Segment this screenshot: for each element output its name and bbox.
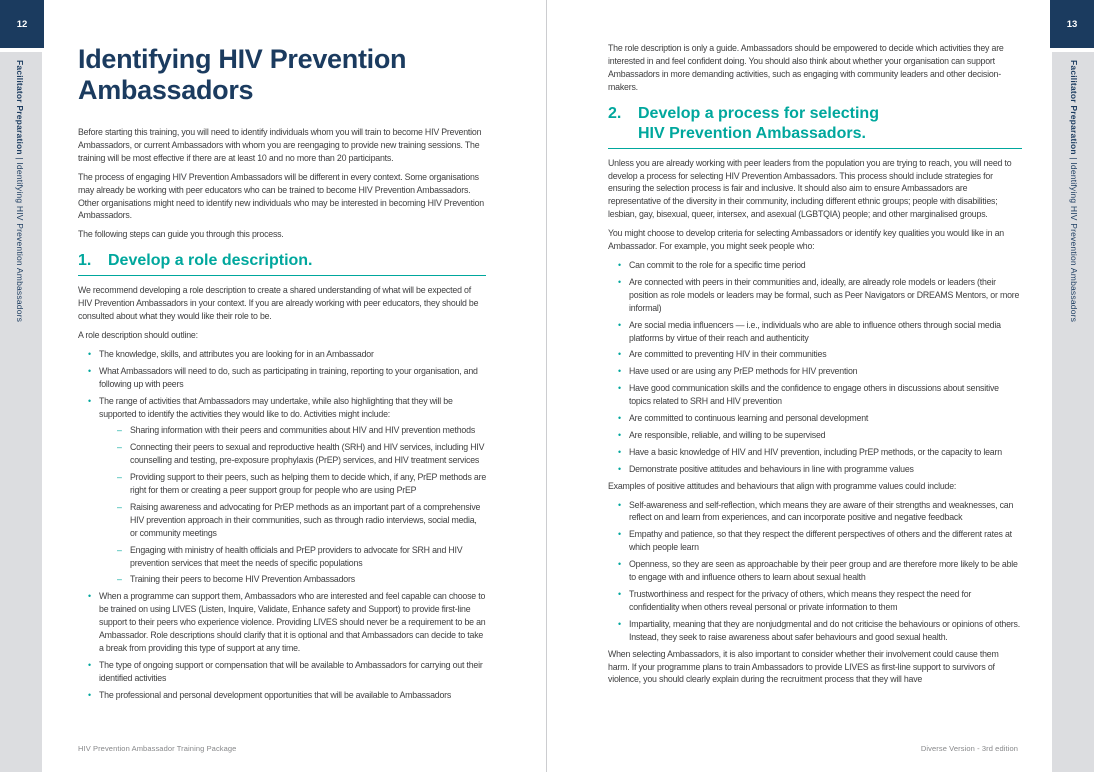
sub-list-item: – Connecting their peers to sexual and reproductive health (SRH) and HIV services, including HIV counselling and testing, pre-exposure prophylaxis (PrEP) services, and HIV treatment services xyxy=(78,441,486,467)
list-item: • When a programme can support them, Ambassadors who are interested and feel capable can choose to be trained on using LIVES (Listen, Inquire, Validate, Enhance safety and Support) to provide first-line support to their peers who experience violence. Providing LIVES should never be a requirement to be an Ambassador. Role descriptions should clarify that it is optional and that Ambassadors can decide to take a break from providing this type of support at any time. xyxy=(78,590,486,655)
footer-left: HIV Prevention Ambassador Training Package xyxy=(78,744,237,753)
section-title: Develop a role description. xyxy=(108,252,313,270)
intro-paragraph: The process of engaging HIV Prevention Ambassadors will be different in every context. Some organisations may already be working with peer educators who can be trained to become HIV Prevention Ambassadors. Other organisations might need to identify new individuals who may be interested in becoming HIV Prevention Ambassadors. xyxy=(78,171,484,221)
list-item: • Have good communication skills and the confidence to engage others in discussions about sensitive topics related to SRH and HIV prevention xyxy=(608,382,1022,408)
list-lead: Examples of positive attitudes and behaviours that align with programme values could include: xyxy=(608,480,957,491)
list-item: • Are committed to preventing HIV in their communities xyxy=(608,348,1022,361)
page-seam-divider xyxy=(546,0,547,772)
list-item: • The professional and personal development opportunities that will be available to Ambassadors xyxy=(78,689,486,702)
page-12-content xyxy=(78,44,486,706)
sidebar-right-label xyxy=(1069,60,1079,322)
sidebar-section-name: Facilitator Preparation xyxy=(15,60,25,158)
list-item: • Demonstrate positive attitudes and behaviours in line with programme values xyxy=(608,463,1022,476)
sidebar-left-label xyxy=(15,60,25,322)
list-item: • Self-awareness and self-reflection, which means they are aware of their strengths and weaknesses, can reflect on and learn from experiences, and can incorporate positive and negative feedback xyxy=(608,499,1022,525)
list-item: • Are social media influencers — i.e., individuals who are able to influence others through social media platforms by virtue of their reach and authenticity xyxy=(608,319,1022,345)
list-lead: A role description should outline: xyxy=(78,329,198,340)
section-title xyxy=(638,104,879,144)
list-item: • Openness, so they are seen as approachable by their peer group and are therefore more likely to be able to engage with and influence others to learn about sexual health xyxy=(608,558,1022,584)
list-item: • Empathy and patience, so that they respect the different perspectives of others and the different rates at which people learn xyxy=(608,528,1022,554)
section-title-line: HIV Prevention Ambassadors. xyxy=(638,124,866,142)
list-item: • Are responsible, reliable, and willing to be supervised xyxy=(608,429,1022,442)
list-lead: You might choose to develop criteria for selecting Ambassadors or identify key qualities you would like in an Ambassador. For example, you might seek people who: xyxy=(608,228,1004,252)
sidebar-section-name: Facilitator Preparation xyxy=(1069,60,1079,158)
sub-list-item: – Training their peers to become HIV Prevention Ambassadors xyxy=(78,573,486,586)
list-item: • Trustworthiness and respect for the privacy of others, which means they respect the need for confidentiality when others reveal personal or private information to them xyxy=(608,588,1022,614)
list-item: • The range of activities that Ambassadors may undertake, while also highlighting that they will be supported to identify the activities they would like to do. Activities might include: xyxy=(78,395,486,421)
sub-list-item: – Providing support to their peers, such as helping them to decide which, if any, PrEP methods are right for them or creating a peer support group for people who are using PrEP xyxy=(78,471,486,497)
page-number-left: 12 xyxy=(0,0,44,48)
list-item: • Are connected with peers in their communities and, ideally, are already role models or leaders (their position as role models or leaders may be formal, such as Peer Navigators or DREAMS Mentors, or more informal) xyxy=(608,276,1022,315)
heading-underline xyxy=(78,275,486,276)
page-number-right: 13 xyxy=(1050,0,1094,48)
closing-paragraph: When selecting Ambassadors, it is also important to consider whether their involvement could cause them harm. If your programme plans to train Ambassadors to provide LIVES as first-line support to survivors of violence, you should clearly explain during the recruitment process that they will have xyxy=(608,648,999,685)
intro-paragraph: Before starting this training, you will need to identify individuals whom you will train to become HIV Prevention Ambassadors, or current Ambassadors with whom you are reengaging to provide new training sessions. The training will be most effective if there are at least 10 and no more than 20 participants. xyxy=(78,127,482,163)
list-item: • The knowledge, skills, and attributes you are looking for in an Ambassador xyxy=(78,348,486,361)
section-number: 1. xyxy=(78,252,92,270)
sub-list-item: – Sharing information with their peers and communities about HIV and HIV prevention methods xyxy=(78,424,486,437)
section-1-heading xyxy=(78,251,486,271)
list-item: • Are committed to continuous learning and personal development xyxy=(608,412,1022,425)
list-item: • The type of ongoing support or compensation that will be available to Ambassadors for carrying out their identified activities xyxy=(78,659,486,685)
sub-list-item: – Raising awareness and advocating for PrEP methods as an important part of a comprehensive HIV prevention approach in their communities, such as through radio interviews, social media, or community meetings xyxy=(78,501,486,540)
list-item: • What Ambassadors will need to do, such as participating in training, reporting to your organisation, and following up with peers xyxy=(78,365,486,391)
list-item: • Can commit to the role for a specific time period xyxy=(608,259,1022,272)
list-item: • Have used or are using any PrEP methods for HIV prevention xyxy=(608,365,1022,378)
intro-paragraph: The role description is only a guide. Ambassadors should be empowered to decide which activities they are interested in and feel confident doing. You should also think about whether your organisation can support Ambassadors in more demanding activities, such as engaging with community leaders and other decision-makers. xyxy=(608,43,1004,92)
section-paragraph: Unless you are already working with peer leaders from the population you are trying to reach, you will need to develop a process for selecting HIV Prevention Ambassadors. This process should include strategies for ensuring the selection process is fair and inclusive. It should also aim to ensure Ambassadors are representative of the diversity in their community, including different ethnic groups; people with disabilities; lesbian, gay, bisexual, queer, intersex, and asexual (LGBTQIA) people; and other marginalised groups. xyxy=(608,157,1012,220)
section-paragraph: We recommend developing a role description to create a shared understanding of what will be expected of HIV Prevention Ambassadors in your context. If you are already working with peer educators, they should be consulted about what they would like their role to be. xyxy=(78,285,479,322)
page-13-content xyxy=(608,42,1022,692)
intro-paragraph: The following steps can guide you through this process. xyxy=(78,229,284,240)
footer-right: Diverse Version - 3rd edition xyxy=(920,744,1018,753)
page-title: Identifying HIV Prevention Ambassadors xyxy=(78,44,407,105)
sidebar-chapter-name: | Identifying HIV Prevention Ambassadors xyxy=(15,157,25,323)
section-title-line: Develop a process for selecting xyxy=(638,104,879,122)
section-number: 2. xyxy=(608,104,622,122)
heading-underline xyxy=(608,148,1022,149)
list-item: • Have a basic knowledge of HIV and HIV prevention, including PrEP methods, or the capacity to learn xyxy=(608,446,1022,459)
sub-list-item: – Engaging with ministry of health officials and PrEP providers to advocate for SRH and HIV prevention services that meet the needs of specific populations xyxy=(78,544,486,570)
sidebar-chapter-name: | Identifying HIV Prevention Ambassadors xyxy=(1069,157,1079,323)
list-item: • Impartiality, meaning that they are nonjudgmental and do not criticise the behaviours or opinions of others. Instead, they seek to raise awareness about safer behaviours and good sexual health. xyxy=(608,618,1022,644)
section-2-heading xyxy=(608,104,1022,144)
